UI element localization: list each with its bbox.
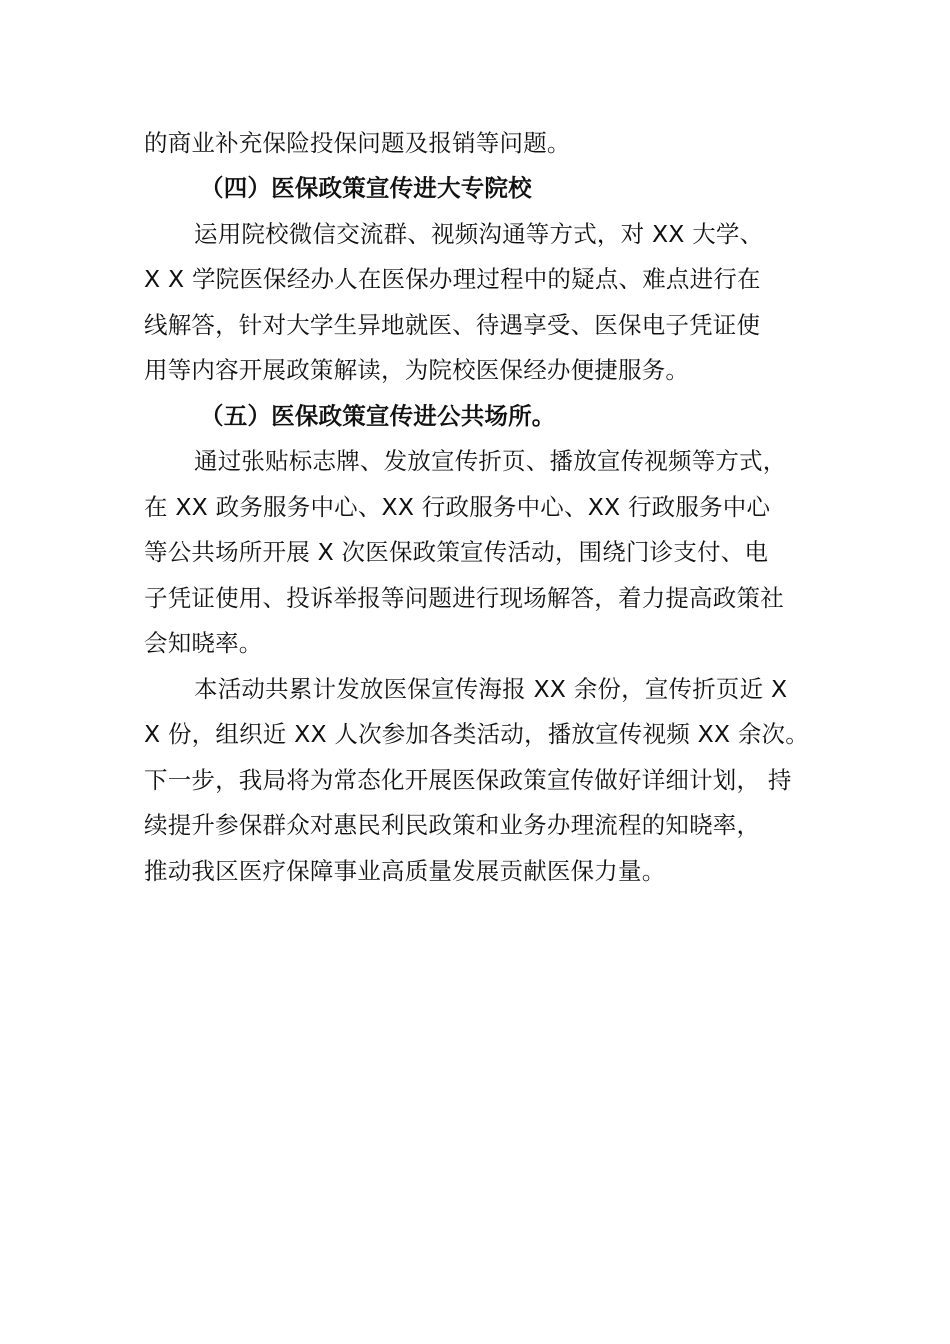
paragraph-line: 等公共场所开展 X 次医保政策宣传活动，围绕门诊支付、电 — [144, 538, 769, 566]
paragraph-line: 推动我区医疗保障事业高质量发展贡献医保力量。 — [144, 857, 666, 885]
paragraph-line: 续提升参保群众对惠民利民政策和业务办理流程的知晓率， — [144, 811, 761, 839]
paragraph-line: 线解答，针对大学生异地就医、待遇享受、医保电子凭证使 — [144, 311, 761, 339]
paragraph-line: 会知晓率。 — [144, 629, 263, 657]
paragraph-line: 子凭证使用、投诉举报等问题进行现场解答，着力提高政策社 — [144, 584, 784, 612]
paragraph-line: 通过张贴标志牌、发放宣传折页、播放宣传视频等方式， — [194, 447, 787, 475]
section-heading-4: （四）医保政策宣传进大专院校 — [200, 174, 532, 202]
paragraph-line: 本活动共累计发放医保宣传海报 XX 余份，宣传折页近 X — [194, 675, 788, 703]
paragraph-line: 运用院校微信交流群、视频沟通等方式，对 XX 大学、 — [194, 220, 764, 248]
paragraph-line: 下一步，我局将为常态化开展医保政策宣传做好详细计划， 持 — [144, 766, 792, 794]
paragraph-line: 的商业补充保险投保问题及报销等问题。 — [144, 129, 571, 157]
section-heading-5: （五）医保政策宣传进公共场所。 — [200, 402, 556, 430]
paragraph-line: 在 XX 政务服务中心、XX 行政服务中心、XX 行政服务中心 — [144, 493, 771, 521]
paragraph-line: X X 学院医保经办人在医保办理过程中的疑点、难点进行在 — [144, 265, 761, 293]
paragraph-line: X 份，组织近 XX 人次参加各类活动，播放宣传视频 XX 余次。 — [144, 720, 809, 748]
paragraph-line: 用等内容开展政策解读，为院校医保经办便捷服务。 — [144, 356, 690, 384]
